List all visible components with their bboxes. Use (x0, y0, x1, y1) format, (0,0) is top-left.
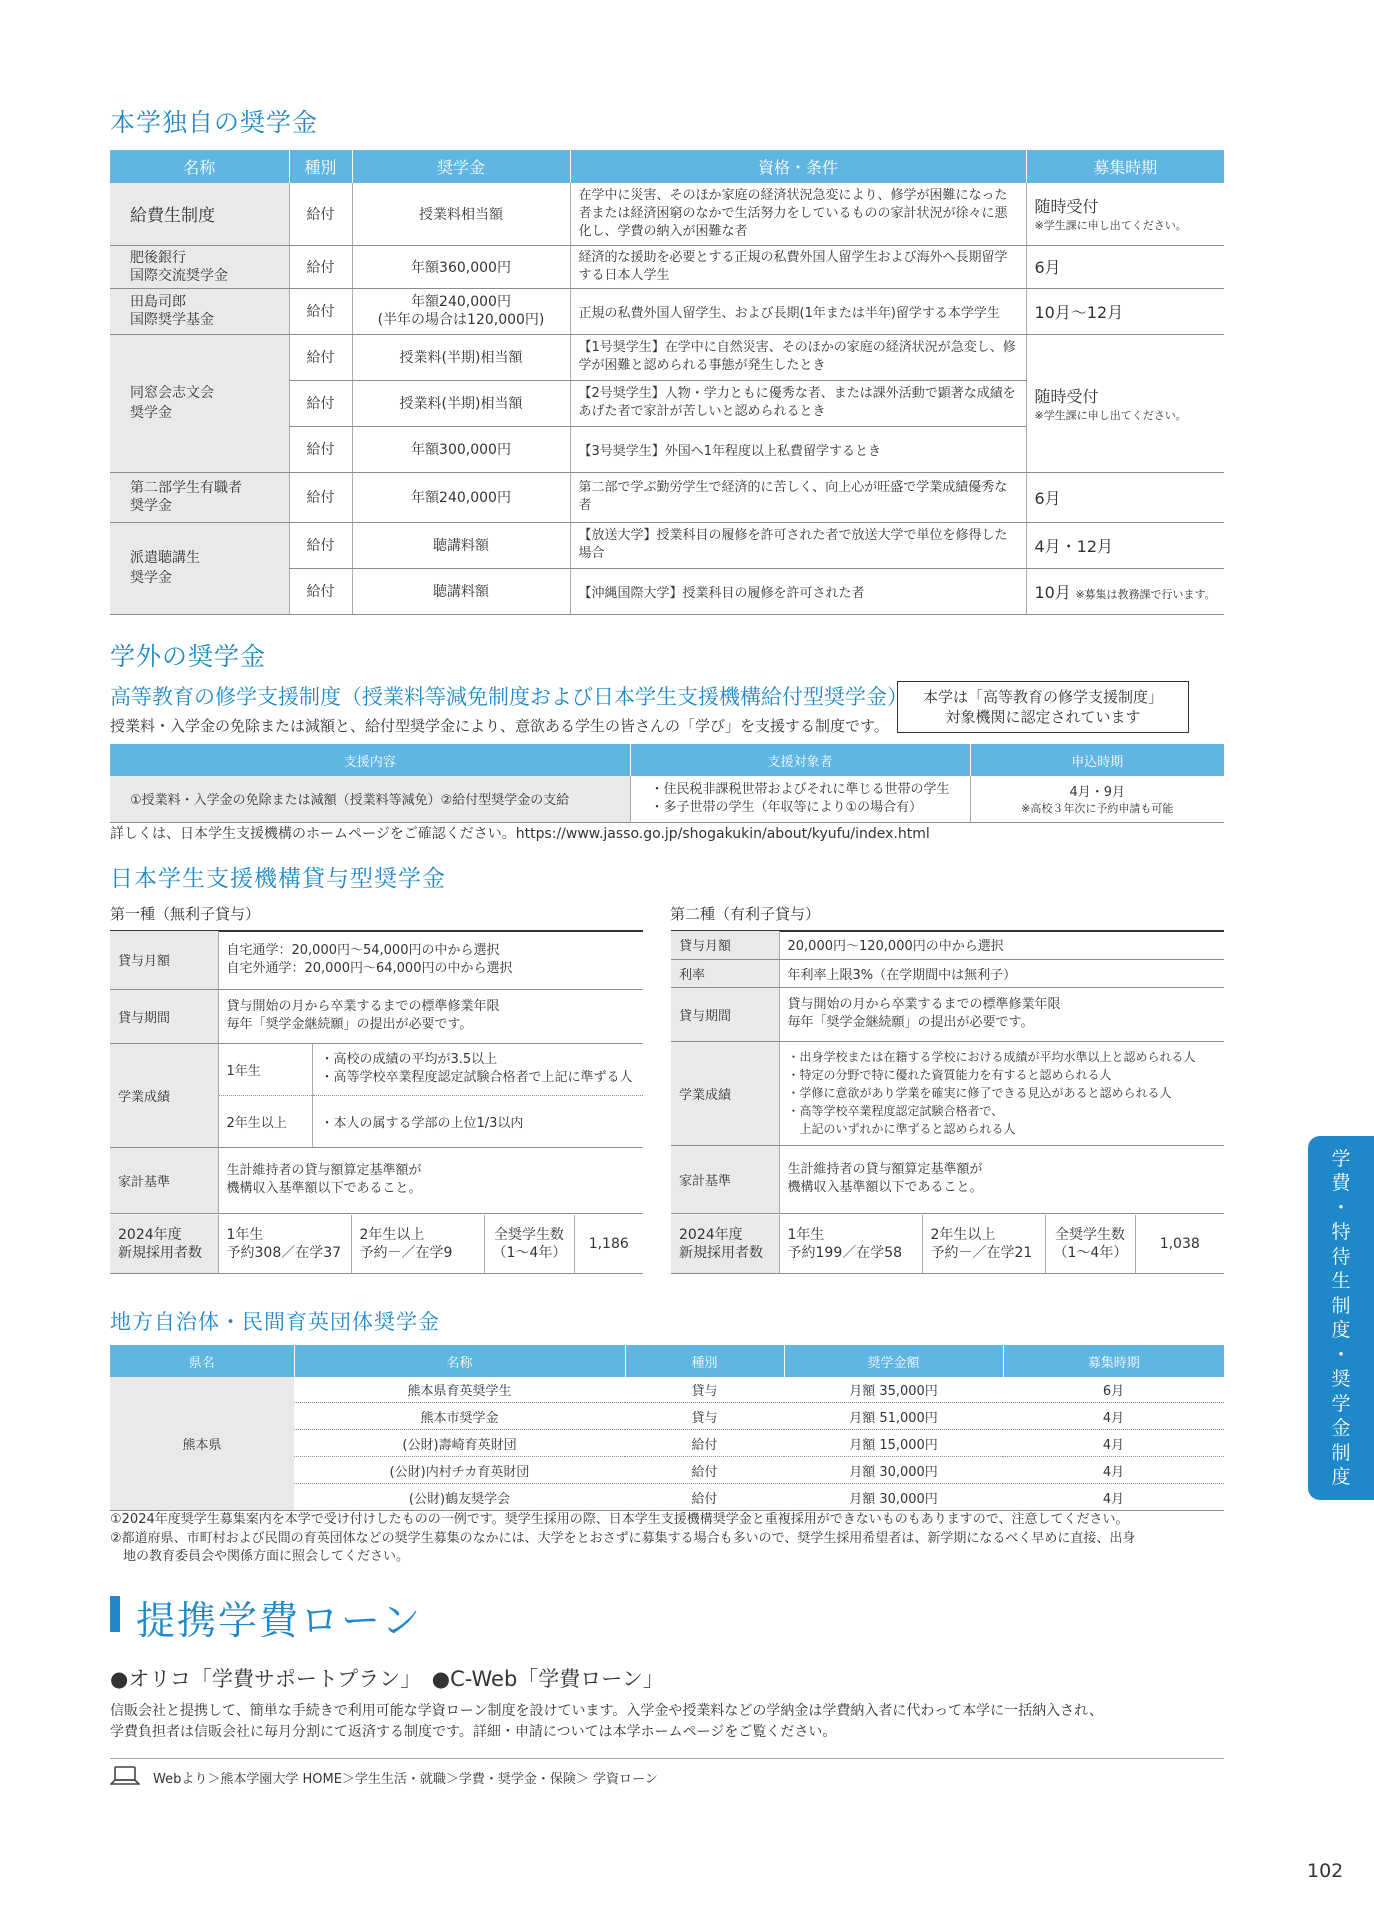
second-type-table (671, 931, 1224, 1214)
page-number: 102 (1307, 1860, 1344, 1882)
side-char: 制 (1331, 1441, 1351, 1464)
local-row-time: 6月 (1003, 1377, 1224, 1403)
count-year2: 2年生以上 予約－／在学9 (351, 1215, 484, 1273)
row-label: 利率 (671, 959, 779, 987)
row-period (1026, 334, 1224, 472)
row-name: 給費生制度 (110, 183, 289, 245)
row-period (1026, 183, 1224, 245)
col-period: 募集時期 (1026, 150, 1224, 183)
local-row-time: 4月 (1003, 1430, 1224, 1457)
local-row-kind: 貸与 (625, 1377, 784, 1403)
row-amount: 年額300,000円 (352, 426, 570, 472)
first-type-count-table (110, 1215, 643, 1274)
count-year1: 1年生 予約308／在学37 (218, 1215, 351, 1273)
row-cond: 【1号奨学生】在学中に自然災害、そのほかの家庭の経済状況が急変し、修学が困難と認められる事態が発生したとき (570, 334, 1026, 380)
count-year2: 2年生以上 予約－／在学21 (922, 1215, 1045, 1273)
local-row-name: (公財)鶴友奨学会 (294, 1484, 625, 1511)
local-note-2: ②都道府県、市町村および民間の育英団体などの奨学生募集のなかには、大学をとおさずに募集する場合も多いので、奨学生採用希望者は、新学期になるべく早めに直接、出身 地の教育委員会や関係方面に照会してください。 (110, 1531, 1136, 1564)
row-value: 年利率上限3%（在学期間中は無利子） (779, 959, 1224, 987)
subsection-title-support: 高等教育の修学支援制度（授業料等減免制度および日本学生支援機構給付型奨学金） (110, 685, 908, 709)
certification-box: 本学は「高等教育の修学支援制度」 対象機関に認定されています (897, 681, 1189, 733)
row-cond: 【放送大学】授業科目の履修を許可された者で放送大学で単位を修得した場合 (570, 522, 1026, 568)
row-value: 生計維持者の貸与額算定基準額が 機構収入基準額以下であること。 (218, 1147, 643, 1213)
local-row-time: 4月 (1003, 1457, 1224, 1484)
row-kind: 給付 (289, 288, 352, 334)
row-cond: 正規の私費外国人留学生、および長期(1年または半年)留学する本学学生 (570, 288, 1026, 334)
col-kind: 種別 (625, 1345, 784, 1377)
local-row-kind: 貸与 (625, 1403, 784, 1430)
support-table (110, 744, 1224, 823)
row-kind: 給付 (289, 426, 352, 472)
row-cond: 【沖縄国際大学】授業科目の履修を許可された者 (570, 568, 1026, 614)
row-value: 生計維持者の貸与額算定基準額が 機構収入基準額以下であること。 (779, 1145, 1224, 1213)
first-type-table (110, 931, 643, 1214)
row-kind: 給付 (289, 334, 352, 380)
side-char: 制 (1331, 1294, 1351, 1317)
first-type-heading: 第一種（無利子貸与） (110, 905, 261, 923)
section-title-local: 地方自治体・民間育英団体奨学金 (110, 1310, 440, 1334)
local-row-time: 4月 (1003, 1484, 1224, 1511)
side-char: 学 (1331, 1147, 1351, 1170)
local-row-name: 熊本市奨学金 (294, 1403, 625, 1430)
count-total: 1,038 (1135, 1215, 1224, 1273)
row-name: 第二部学生有職者 奨学金 (110, 472, 289, 522)
grade-cond: ・高校の成績の平均が3.5以上 ・高等学校卒業程度認定試験合格者で上記に準ずる人 (312, 1043, 643, 1095)
side-char: 奨 (1331, 1368, 1351, 1390)
local-row-amount: 月額 35,000円 (784, 1377, 1003, 1403)
row-label: 貸与月額 (110, 931, 218, 989)
local-row-kind: 給付 (625, 1484, 784, 1511)
local-row-time: 4月 (1003, 1403, 1224, 1430)
count-total-label: 全奨学生数 （1～4年） (1045, 1215, 1135, 1273)
support-content: ①授業料・入学金の免除または減額（授業料等減免）②給付型奨学金の支給 (110, 776, 630, 822)
section-title-external: 学外の奨学金 (110, 642, 267, 671)
loan-items: ●オリコ「学費サポートプラン」 ●C-Web「学費ローン」 (110, 1667, 664, 1691)
local-row-name: (公財)内村チカ育英財団 (294, 1457, 625, 1484)
side-char: 生 (1331, 1270, 1351, 1292)
period-text: 10月 (1034, 582, 1071, 602)
period-text: 随時受付 (1034, 386, 1099, 406)
row-value: 貸与開始の月から卒業するまでの標準修業年限 毎年「奨学金継続願」の提出が必要です。 (779, 987, 1224, 1041)
period-note: ※学生課に申し出てください。 (1034, 408, 1187, 422)
row-kind: 給付 (289, 522, 352, 568)
col-content: 支援内容 (110, 744, 630, 776)
jasso-link-text[interactable]: 詳しくは、日本学生支援機構のホームページをご確認ください。https://www.jasso.go.jp/shogakukin/about/kyufu/index.html (110, 826, 930, 842)
grade-cond: ・本人の属する学部の上位1/3以内 (312, 1095, 643, 1147)
side-char: 費 (1331, 1172, 1351, 1194)
second-type-count-table (671, 1215, 1224, 1274)
row-cond: 第二部で学ぶ勤労学生で経済的に苦しく、向上心が旺盛で学業成績優秀な者 (570, 472, 1026, 522)
col-kind: 種別 (289, 150, 352, 183)
row-label: 貸与期間 (110, 989, 218, 1043)
row-name: 派遣聴講生 奨学金 (110, 522, 289, 614)
row-value: ・出身学校または在籍する学校における成績が平均水準以上と認められる人 ・特定の分野で特に優れた資質能力を有すると認められる人 ・学修に意欲があり学業を確実に修了できる見込があると認められる人 ・高等学校卒業程度認定試験合格者で、 上記のいずれかに準ずると認められる人 (779, 1041, 1224, 1145)
row-amount: 授業料(半期)相当額 (352, 380, 570, 426)
side-char: ・ (1331, 1196, 1351, 1219)
support-description: 授業料・入学金の免除または減額と、給付型奨学金により、意欲ある学生の皆さんの「学び」を支援する制度です。 (110, 717, 889, 735)
row-label: 学業成績 (110, 1043, 218, 1147)
row-period: 6月 (1026, 245, 1224, 288)
grade-year: 2年生以上 (218, 1095, 312, 1147)
side-char: 度 (1331, 1466, 1351, 1488)
row-value: 自宅通学：20,000円～54,000円の中から選択 自宅外通学：20,000円～64,000円の中から選択 (218, 931, 643, 989)
side-char: 金 (1331, 1417, 1351, 1439)
col-name: 名称 (110, 150, 289, 183)
local-scholarship-table (110, 1345, 1224, 1511)
row-cond: 【3号奨学生】外国へ1年程度以上私費留学するとき (570, 426, 1026, 472)
row-period (1026, 568, 1224, 614)
grade-year: 1年生 (218, 1043, 312, 1095)
row-cond: 経済的な援助を必要とする正規の私費外国人留学生および海外へ長期留学する日本人学生 (570, 245, 1026, 288)
period-note: ※募集は教務課で行います。 (1075, 587, 1216, 601)
support-target: ・住民税非課税世帯およびそれに準じる世帯の学生 ・多子世帯の学生（年収等により①の場合有） (630, 776, 970, 822)
row-kind: 給付 (289, 245, 352, 288)
row-amount: 年額360,000円 (352, 245, 570, 288)
support-time (970, 776, 1224, 822)
loan-title-bar (110, 1596, 120, 1632)
row-label: 貸与期間 (671, 987, 779, 1041)
web-breadcrumb[interactable]: Webより＞熊本学園大学 HOME＞学生生活・就職＞学費・奨学金・保険＞ 学資ローン (153, 1772, 658, 1787)
side-char: 待 (1331, 1245, 1351, 1268)
row-period: 10月～12月 (1026, 288, 1224, 334)
time-text: 4月・9月 (1069, 785, 1126, 801)
row-kind: 給付 (289, 380, 352, 426)
pref-name: 熊本県 (110, 1377, 294, 1511)
local-note-1: ①2024年度奨学生募集案内を本学で受け付けしたものの一例です。奨学生採用の際、日本学生支援機構奨学金と重複採用ができないものもありますので、注意してください。 (110, 1512, 1129, 1527)
row-label: 家計基準 (110, 1147, 218, 1213)
row-amount: 年額240,000円 (半年の場合は120,000円) (352, 288, 570, 334)
own-scholarship-table (110, 150, 1224, 615)
row-name: 田島司郎 国際奨学基金 (110, 288, 289, 334)
time-note: ※高校３年次に予約申請も可能 (1021, 802, 1174, 816)
local-row-amount: 月額 30,000円 (784, 1484, 1003, 1511)
row-kind: 給付 (289, 472, 352, 522)
section-title-loan-scholarship: 日本学生支援機構貸与型奨学金 (110, 866, 446, 892)
row-name: 同窓会志文会 奨学金 (110, 334, 289, 472)
side-char: 特 (1331, 1221, 1351, 1243)
row-amount: 聴講料額 (352, 568, 570, 614)
col-cond: 資格・条件 (570, 150, 1026, 183)
local-row-amount: 月額 30,000円 (784, 1457, 1003, 1484)
row-name: 肥後銀行 国際交流奨学金 (110, 245, 289, 288)
count-total-label: 全奨学生数 （1～4年） (484, 1215, 574, 1273)
row-amount: 授業料相当額 (352, 183, 570, 245)
col-pref: 県名 (110, 1345, 294, 1377)
col-amount: 奨学金 (352, 150, 570, 183)
local-row-amount: 月額 15,000円 (784, 1430, 1003, 1457)
divider (110, 1758, 1224, 1759)
local-row-name: 熊本県育英奨学生 (294, 1377, 625, 1403)
row-period: 6月 (1026, 472, 1224, 522)
row-amount: 年額240,000円 (352, 472, 570, 522)
col-time: 申込時期 (970, 744, 1224, 776)
local-row-amount: 月額 51,000円 (784, 1403, 1003, 1430)
row-kind: 給付 (289, 568, 352, 614)
side-char: 学 (1331, 1392, 1351, 1415)
side-char: ・ (1331, 1343, 1351, 1366)
side-char: 度 (1331, 1319, 1351, 1341)
row-label: 家計基準 (671, 1145, 779, 1213)
local-row-kind: 給付 (625, 1457, 784, 1484)
loan-description: 信販会社と提携して、簡単な手続きで利用可能な学資ローン制度を設けています。入学金や授業料などの学納金は学費納入者に代わって本学に一括納入され、 学費負担者は信販会社に毎月分割にて返済する制度です。詳細・申請については本学ホームページをご覧ください。 (110, 1703, 1104, 1740)
row-cond: 在学中に災害、そのほか家庭の経済状況急変により、修学が困難になった者または経済困窮のなかで生活努力をしているものの家計状況が徐々に悪化し、学費の納入が困難な者 (570, 183, 1026, 245)
section-title-loan: 提携学費ローン (136, 1599, 423, 1644)
row-period: 4月・12月 (1026, 522, 1224, 568)
side-chapter-tab[interactable] (1308, 1136, 1374, 1500)
col-amount: 奨学金額 (784, 1345, 1003, 1377)
row-value: 貸与開始の月から卒業するまでの標準修業年限 毎年「奨学金継続願」の提出が必要です。 (218, 989, 643, 1043)
count-year1: 1年生 予約199／在学58 (779, 1215, 922, 1273)
local-row-name: (公財)壽崎育英財団 (294, 1430, 625, 1457)
row-value: 20,000円～120,000円の中から選択 (779, 931, 1224, 959)
col-target: 支援対象者 (630, 744, 970, 776)
row-label: 学業成績 (671, 1041, 779, 1145)
col-time: 募集時期 (1003, 1345, 1224, 1377)
period-text: 随時受付 (1034, 197, 1099, 217)
count-label: 2024年度 新規採用者数 (110, 1215, 218, 1273)
row-label: 貸与月額 (671, 931, 779, 959)
local-row-kind: 給付 (625, 1430, 784, 1457)
count-label: 2024年度 新規採用者数 (671, 1215, 779, 1273)
row-amount: 聴講料額 (352, 522, 570, 568)
second-type-heading: 第二種（有利子貸与） (670, 905, 821, 923)
count-total: 1,186 (574, 1215, 643, 1273)
row-cond: 【2号奨学生】人物・学力ともに優秀な者、または課外活動で顕著な成績をあげた者で家計が苦しいと認められるとき (570, 380, 1026, 426)
period-note: ※学生課に申し出てください。 (1034, 219, 1187, 233)
row-kind: 給付 (289, 183, 352, 245)
section-title-own-scholarship: 本学独自の奨学金 (110, 108, 319, 137)
col-name: 名称 (294, 1345, 625, 1377)
row-amount: 授業料(半期)相当額 (352, 334, 570, 380)
laptop-icon (110, 1765, 140, 1791)
